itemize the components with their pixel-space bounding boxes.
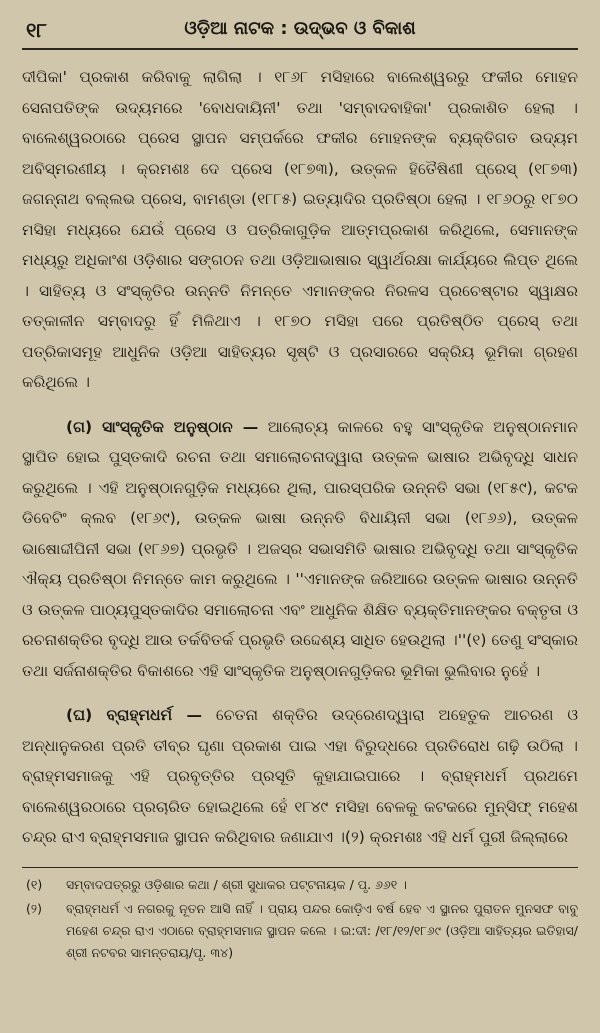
- paragraph-section-g: [22, 412, 578, 687]
- footnote-text: ସମ୍ବାଦପତ୍ରରୁ ଓଡ଼ିଶାର କଥା / ଶ୍ରୀ ସୁଧାକର ପଟ୍ଟନାୟକ / ପୃ. ୬୬୧ ।: [66, 876, 407, 892]
- page-number: ୧୮: [26, 18, 47, 42]
- footnote-2: [22, 898, 578, 964]
- footnote-1: [22, 874, 578, 896]
- section-text-gh: ଚେତନା ଶକ୍ତିର ଉଦ୍ରେଣଦ୍ୱାରା ଅହେତୁକ ଆଚରଣ ଓ ଅନ୍ଧାନୁକରଣ ପ୍ରତି ତୀବ୍ର ଘୃଣା ପ୍ରକାଶ ପାଇ ଏହା ବିରୁଦ୍ଧରେ ପ୍ରତିରୋଧ ଗଢ଼ି ଉଠିଲା । ବ୍ରାହ୍ମସମାଜକୁ ଏହି ପ୍ରବୃତ୍ତିର ପ୍ରସୂତି କୁହାଯାଇପାରେ । ବ୍ରାହ୍ମଧର୍ମ ପ୍ରଥମେ ବାଲେଶ୍ୱରଠାରେ ପ୍ରଚାରିତ ହୋଇଥିଲେ ହେଁ ୧୮୪୯ ମସିହା ବେଳକୁ କଟକରେ ମୁନ୍‌ସିଫ୍ ମହେଶ ଚନ୍ଦ୍ର ରାଏ ବ୍ରାହ୍ମସମାଜ ସ୍ଥାପନ କରିଥିବାର ଜଣାଯାଏ ।(୨) କ୍ରମଶଃ ଏହି ଧର୍ମ ପୁରୀ ଜିଲ୍ଲାରେ: [22, 706, 578, 846]
- body-text: [22, 62, 578, 853]
- footnote-marker: (୨): [26, 900, 42, 916]
- section-heading-gh: (ଘ) ବ୍ରାହ୍ମଧର୍ମ —: [66, 706, 202, 724]
- section-heading-g: (ଗ) ସାଂସ୍କୃତିକ ଅନୁଷ୍ଠାନ —: [66, 417, 259, 436]
- page-header: [22, 14, 578, 50]
- footnotes: [22, 874, 578, 964]
- footnote-divider: [22, 867, 578, 868]
- running-title: ଓଡ଼ିଆ ନାଟକ : ଉଦ୍ଭବ ଓ ବିକାଶ: [184, 18, 416, 39]
- section-text-g: ଆଲୋଚ୍ୟ କାଳରେ ବହୁ ସାଂସ୍କୃତିକ ଅନୁଷ୍ଠାନମାନ ସ୍ଥାପିତ ହୋଇ ପୁସ୍ତକାଦି ରଚନା ତଥା ସମାଲୋଚନାଦ୍ୱାରା ଉତ୍କଳ ଭାଷାର ଅଭିବୃଦ୍ଧି ସାଧନ କରୁଥିଲେ । ଏହି ଅନୁଷ୍ଠାନଗୁଡ଼ିକ ମଧ୍ୟରେ ଥିଲା, ପାରସ୍ପରିକ ଉନ୍ନତି ସଭା (୧୮୫୯), କଟକ ଡିବେଟିଂ କ୍ଲବ (୧୮୬୯), ଉତ୍କଳ ଭାଷା ଉନ୍ନତି ବିଧାୟିନୀ ସଭା (୧୮୬୬), ଉତ୍କଳ ଭାଷୋଦ୍ଦୀପିନୀ ସଭା (୧୮୬୭) ପ୍ରଭୃତି । ଅଜସ୍ର ସଭାସମିତି ଭାଷାର ଅଭିବୃଦ୍ଧି ତଥା ସାଂସ୍କୃତିକ ଐକ୍ୟ ପ୍ରତିଷ୍ଠା ନିମନ୍ତେ କାମ କରୁଥିଲେ । ''ଏମାନଙ୍କ ଜରିଆରେ ଉତ୍କଳ ଭାଷାର ଉନ୍ନତି ଓ ଉତ୍କଳ ପାଠ୍ୟପୁସ୍ତକାଦିର ସମାଲୋଚନା ଏବଂ ଆଧୁନିକ ଶିକ୍ଷିତ ବ୍ୟକ୍ତିମାନଙ୍କର ବକ୍ତୃତା ଓ ରଚନାଶକ୍ତିର ବୃଦ୍ଧି ଆଉ ତର୍କବିତର୍କ ପ୍ରଭୃତି ଉଦ୍ଦେଶ୍ୟ ସାଧିତ ହେଉଥିଲା ।''(୧) ତେଣୁ ସଂସ୍କାର ତଥା ସର୍ଜନାଶକ୍ତିର ବିକାଶରେ ଏହି ସାଂସ୍କୃତିକ ଅନୁଷ୍ଠାନଗୁଡ଼ିକର ଭୂମିକା ଭୁଲିବାର ନୁହେଁ ।: [22, 417, 578, 680]
- footnote-text: ବ୍ରାହ୍ମଧର୍ମ ଏ ନଗରକୁ ନୂତନ ଆସି ନାହିଁ । ପ୍ରାୟ ପନ୍ଦର କୋଡ଼ିଏ ବର୍ଷ ହେବ ଏ ସ୍ଥାନର ପୁରାତନ ମୁନସଫ ବାବୁ ମହେଶ ଚନ୍ଦ୍ର ରାଏ ଏଠାରେ ବ୍ରାହ୍ମସମାଜ ସ୍ଥାପନ କଲେ । ଇ:ଦୀ: /୧୮/୧୨/୧୮୬୯ (ଓଡ଼ିଆ ସାହିତ୍ୟର ଇତିହାସ/ଶ୍ରୀ ନଟବର ସାମନ୍ତରାୟ/ପୃ. ୩୪): [66, 900, 578, 960]
- paragraph-section-gh: [22, 700, 578, 853]
- footnote-marker: (୧): [26, 876, 43, 892]
- paragraph-1: ଦୀପିକା' ପ୍ରକାଶ କରିବାକୁ ଲାଗିଲା । ୧୮୬୮ ମସିହାରେ ବାଲେଶ୍ୱରରୁ ଫକୀର ମୋହନ ସେନାପତିଙ୍କ ଉଦ୍ୟମରେ 'ବୋଧଦାୟିନୀ' ତଥା 'ସମ୍ବାଦବାହିକା' ପ୍ରକାଶିତ ହେଲା । ବାଲେଶ୍ୱରଠାରେ ପ୍ରେସ ସ୍ଥାପନ ସମ୍ପର୍କରେ ଫକୀର ମୋହନଙ୍କ ବ୍ୟକ୍ତିଗତ ଉଦ୍ୟମ ଅବିସ୍ମରଣୀୟ । କ୍ରମଶଃ ଦେ ପ୍ରେସ (୧୮୭୩), ଉତ୍କଳ ହିତୈଷିଣୀ ପ୍ରେସ୍ (୧୮୭୩) ଜଗନ୍ନାଥ ବଲ୍ଲଭ ପ୍ରେସ, ବାମଣ୍ଡା (୧୮୮୫) ଇତ୍ୟାଦିର ପ୍ରତିଷ୍ଠା ହେଲା । ୧୮୬୦ରୁ ୧୮୭୦ ମସିହା ମଧ୍ୟରେ ଯେଉଁ ପ୍ରେସ ଓ ପତ୍ରିକାଗୁଡ଼ିକ ଆତ୍ମପ୍ରକାଶ କରିଥିଲେ, ସେମାନଙ୍କ ମଧ୍ୟରୁ ଅଧିକାଂଶ ଓଡ଼ିଶାର ସଙ୍ଗଠନ ତଥା ଓଡ଼ିଆଭାଷାର ସ୍ୱାର୍ଥରକ୍ଷା କାର୍ଯ୍ୟରେ ଲିପ୍ତ ଥିଲେ । ସାହିତ୍ୟ ଓ ସଂସ୍କୃତିର ଉନ୍ନତି ନିମନ୍ତେ ଏମାନଙ୍କର ନିରଳସ ପ୍ରଚେଷ୍ଟାର ସ୍ୱାକ୍ଷର ତତ୍କାଳୀନ ସମ୍ବାଦରୁ ହିଁ ମିଳିଥାଏ । ୧୮୭୦ ମସିହା ପରେ ପ୍ରତିଷ୍ଠିତ ପ୍ରେସ୍ ତଥା ପତ୍ରିକାସମୂହ ଆଧୁନିକ ଓଡ଼ିଆ ସାହିତ୍ୟର ସୃଷ୍ଟି ଓ ପ୍ରସାରରେ ସକ୍ରିୟ ଭୂମିକା ଗ୍ରହଣ କରିଥିଲେ ।: [22, 68, 578, 391]
